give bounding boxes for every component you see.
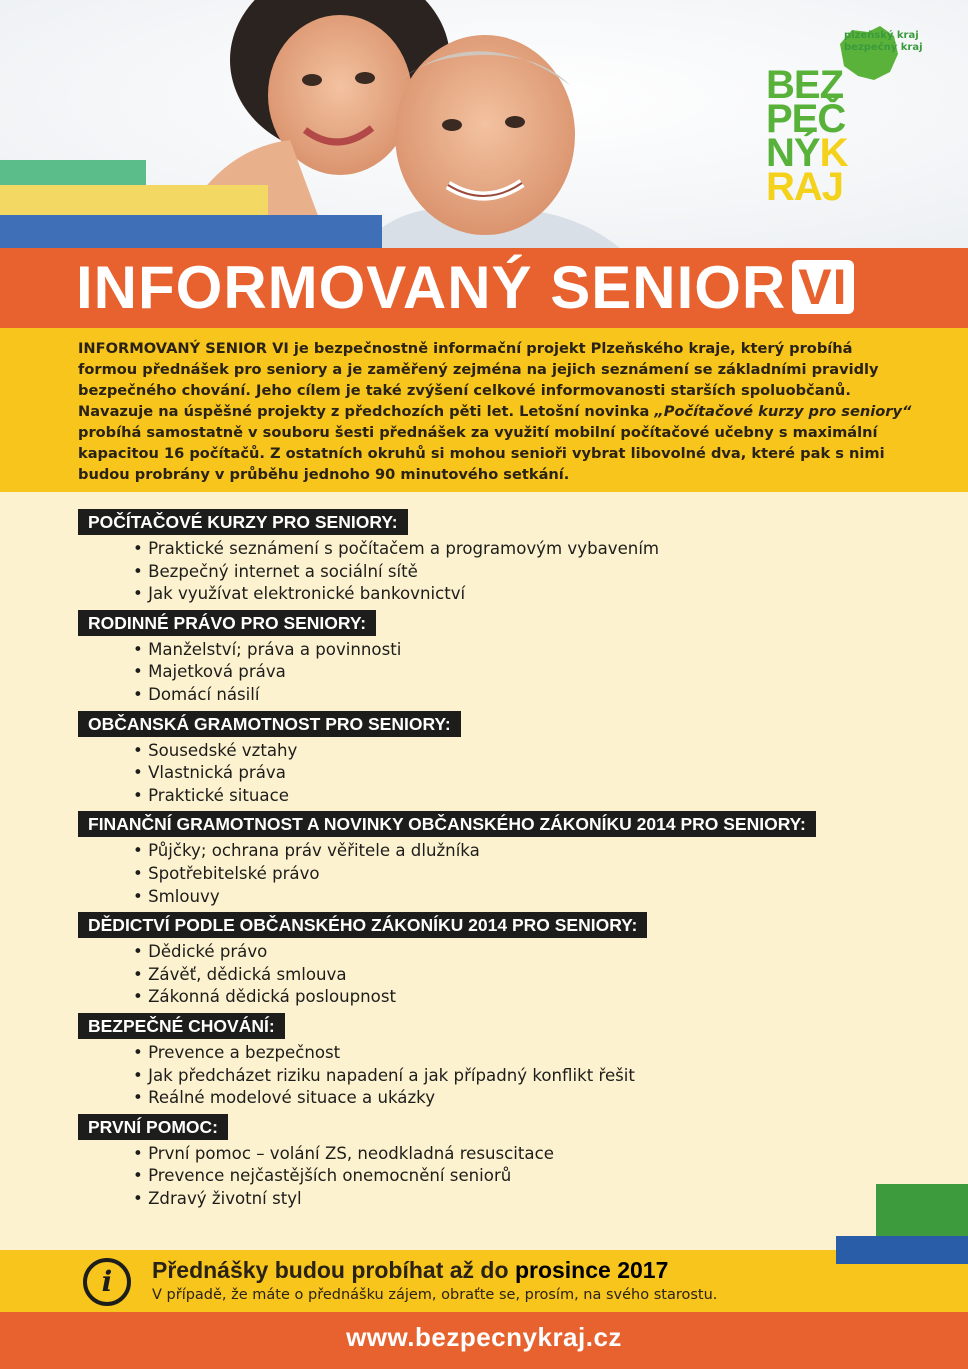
decor-blue-block — [836, 1236, 968, 1264]
list-item: • První pomoc – volání ZS, neodkladná resuscitace — [133, 1143, 938, 1166]
section-list — [78, 740, 938, 808]
list-item: • Jak využívat elektronické bankovnictví — [133, 583, 938, 606]
footer-headline — [152, 1256, 668, 1284]
section-computer-courses — [78, 509, 938, 606]
list-item: • Manželství; práva a povinnosti — [133, 639, 938, 662]
hero-banner — [0, 0, 968, 248]
list-item: • Majetková práva — [133, 661, 938, 684]
page-title-main: INFORMOVANÝ SENIOR — [76, 254, 787, 321]
url-bar — [0, 1312, 968, 1369]
list-item: • Reálné modelové situace a ukázky — [133, 1087, 938, 1110]
section-heading: PRVNÍ POMOC: — [78, 1114, 228, 1140]
list-item: • Závěť, dědická smlouva — [133, 964, 938, 987]
section-heading: DĚDICTVÍ PODLE OBČANSKÉHO ZÁKONÍKU 2014 PRO SENIORY: — [78, 912, 647, 938]
list-item: • Jak předcházet riziku napadení a jak případný konflikt řešit — [133, 1065, 938, 1088]
section-list — [78, 1143, 938, 1211]
section-heading: OBČANSKÁ GRAMOTNOST PRO SENIORY: — [78, 711, 461, 737]
section-safe-behavior — [78, 1013, 938, 1110]
list-item: • Praktické seznámení s počítačem a programovým vybavením — [133, 538, 938, 561]
list-item: • Domácí násilí — [133, 684, 938, 707]
logo-word-line3a: NÝ — [766, 131, 820, 175]
section-list — [78, 538, 938, 606]
website-link[interactable]: www.bezpecnykraj.cz — [346, 1322, 622, 1352]
list-item: • Bezpečný internet a sociální sítě — [133, 561, 938, 584]
intro-text-2: probíhá samostatně v souboru šesti přednášek za využití mobilní počítačové učebny s maximální kapacitou 16 počítačů. Z ostatních okruhů si mohou senioři vybrat libovolné dva, které pak s nimi budou probrány v průběhu jednoho 90 minutového setkání. — [78, 424, 885, 483]
section-heading: FINANČNÍ GRAMOTNOST A NOVINKY OBČANSKÉHO ZÁKONÍKU 2014 PRO SENIORY: — [78, 811, 816, 837]
logo-region-line2: bezpečný kraj — [844, 42, 923, 53]
list-item: • Smlouvy — [133, 886, 938, 909]
logo-word-line2: PEČ — [766, 97, 846, 141]
logo-region-line1: plzeňský kraj — [844, 30, 919, 41]
list-item: • Prevence a bezpečnost — [133, 1042, 938, 1065]
list-item: • Půjčky; ochrana práv věřitele a dlužníka — [133, 840, 938, 863]
info-icon: i — [83, 1258, 131, 1306]
section-list — [78, 840, 938, 908]
list-item: • Praktické situace — [133, 785, 938, 808]
decor-green-block — [876, 1184, 968, 1236]
intro-italic: „Počítačové kurzy pro seniory“ — [654, 403, 912, 420]
list-item: • Zákonná dědická posloupnost — [133, 986, 938, 1009]
bezpecny-kraj-logo — [766, 24, 936, 214]
footer-main-strong: prosince 2017 — [514, 1257, 669, 1283]
section-list — [78, 1042, 938, 1110]
list-item: • Sousedské vztahy — [133, 740, 938, 763]
logo-word-line1: BEZ — [766, 63, 843, 107]
list-item: • Prevence nejčastějších onemocnění seniorů — [133, 1165, 938, 1188]
logo-word-line3b: K — [819, 131, 848, 175]
section-inheritance — [78, 912, 938, 1009]
intro-text-1: je bezpečnostně informační projekt Plzeňského kraje, který probíhá formou přednášek pro seniory a je zaměřený zejména na jejich seznámení se základními pravidly bezpečného chování. Jeho cílem je také zvýšení celkové informovanosti starších spoluobčanů. Navazuje na úspěšné projekty z předchozích pěti let. Letošní novinka — [78, 340, 879, 420]
section-heading: BEZPEČNÉ CHOVÁNÍ: — [78, 1013, 285, 1039]
section-list — [78, 639, 938, 707]
section-civic-literacy — [78, 711, 938, 808]
logo-wordmark — [766, 63, 848, 209]
section-financial-literacy — [78, 811, 938, 908]
footer-main-text: Přednášky budou probíhat až do — [152, 1257, 515, 1283]
title-bar — [0, 248, 968, 328]
list-item: • Dědické právo — [133, 941, 938, 964]
title-badge: VI — [792, 260, 853, 314]
footer-subtext: V případě, že máte o přednášku zájem, obraťte se, prosím, na svého starostu. — [152, 1287, 718, 1303]
page-title — [76, 256, 854, 320]
list-item: • Spotřebitelské právo — [133, 863, 938, 886]
intro-paragraph — [78, 338, 914, 485]
intro-lead: INFORMOVANÝ SENIOR VI — [78, 340, 289, 357]
section-heading: POČÍTAČOVÉ KURZY PRO SENIORY: — [78, 509, 408, 535]
section-family-law — [78, 610, 938, 707]
list-item: • Vlastnická práva — [133, 762, 938, 785]
section-list — [78, 941, 938, 1009]
list-item: • Zdravý životní styl — [133, 1188, 938, 1211]
intro-section — [0, 328, 968, 492]
logo-word-line4: RAJ — [766, 165, 844, 209]
logo-region-text — [844, 30, 923, 54]
section-first-aid — [78, 1114, 938, 1211]
topic-sections — [78, 509, 938, 1214]
section-heading: RODINNÉ PRÁVO PRO SENIORY: — [78, 610, 376, 636]
